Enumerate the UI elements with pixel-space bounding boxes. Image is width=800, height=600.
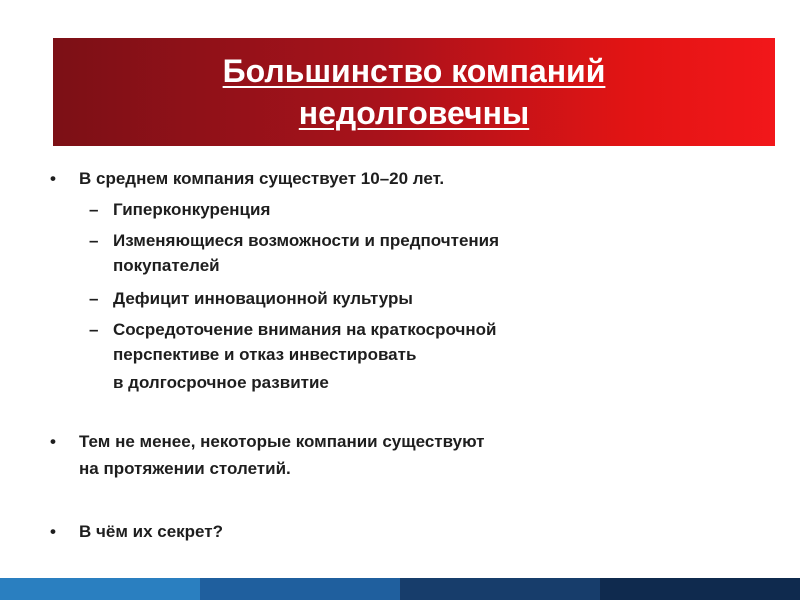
slide-title-line-1: Большинство компаний — [222, 53, 606, 89]
slide-title-line-2: недолговечны — [298, 95, 530, 131]
bullet-marker-1: • — [50, 169, 56, 188]
bullet-marker-2: • — [50, 432, 56, 451]
footer-segment-1 — [0, 578, 200, 600]
bullet-3-text: В чём их секрет? — [79, 522, 223, 541]
subitem-3-text: Дефицит инновационной культуры — [113, 289, 413, 308]
subitem-marker-2: – — [89, 231, 99, 250]
subitem-1-text: Гиперконкуренция — [113, 200, 271, 219]
bullet-marker-3: • — [50, 522, 56, 541]
subitem-marker-1: – — [89, 200, 99, 219]
bullet-1-text: В среднем компания существует 10–20 лет. — [79, 169, 445, 188]
bullet-2-text-line-1: Тем не менее, некоторые компании существуют — [79, 432, 485, 451]
subitem-2-text-line-2: покупателей — [113, 256, 220, 275]
subitem-4-text-line-1: Сосредоточение внимания на краткосрочной — [113, 320, 497, 339]
subitem-2-text-line-1: Изменяющиеся возможности и предпочтения — [113, 231, 500, 250]
footer-segment-3 — [400, 578, 600, 600]
subitem-marker-3: – — [89, 289, 99, 308]
subitem-4-text-line-2: перспективе и отказ инвестировать — [113, 345, 417, 364]
footer-segment-4 — [600, 578, 800, 600]
subitem-marker-4: – — [89, 320, 99, 339]
subitem-4-text-line-3: в долгосрочное развитие — [113, 373, 329, 392]
footer-bar — [0, 578, 800, 600]
bullet-2-text-line-2: на протяжении столетий. — [79, 459, 291, 478]
footer-segment-2 — [200, 578, 400, 600]
